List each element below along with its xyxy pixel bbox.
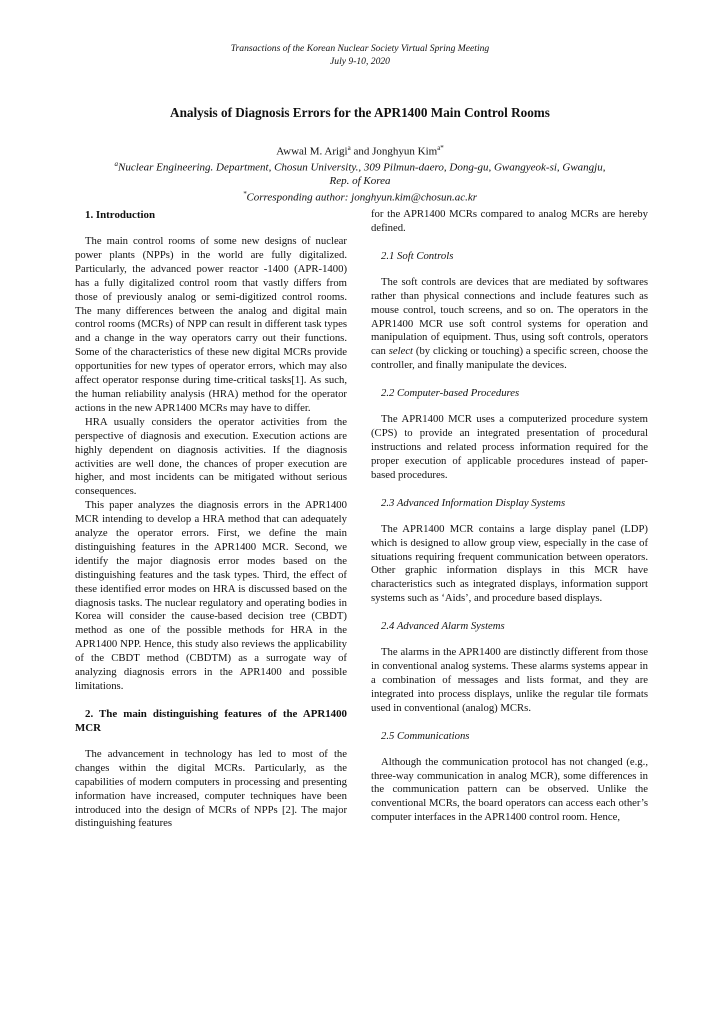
subsection-2-5-heading: 2.5 Communications [381, 729, 470, 742]
author-1-affil-mark: a [347, 144, 351, 152]
soft-controls-emphasis: select [388, 345, 414, 358]
author-line [0, 142, 720, 159]
soft-controls-paragraph [371, 276, 648, 373]
header-line-2: July 9-10, 2020 [330, 56, 390, 67]
subsection-2-2-heading: 2.2 Computer-based Procedures [381, 387, 520, 400]
intro-paragraph-1: The main control rooms of some new designs of nuclear power plants (NPPs) in the world are fully digitalized. Particularly, the advanced power reactor -1400 (APR-1400) has a fully digitalized control room that vastly differs from those of previously analog or semi-digitized control rooms. The many differences between the analog and digital main control rooms (MCRs) of NPP can result in different task types and a change in the way operators carry out their functions. Some of the characteristics of these new digital MCRs provide opportunities for new types of operator errors, which may also affect operator response during time-critical tasks[1]. As such, the human reliability analysis (HRA) method for the operator actions in the new APR1400 MCRs may have to differ. [75, 235, 347, 414]
affiliation-text: Nuclear Engineering. Department, Chosun University., 309 Pilmun-daero, Dong-gu, Gwangyeok-si, Gwangju, [117, 161, 606, 174]
paper-title: Analysis of Diagnosis Errors for the APR1400 Main Control Rooms [170, 105, 550, 120]
corresponding-author [60, 188, 660, 205]
corresponding-text: Corresponding author: jonghyun.kim@chosun.ac.kr [246, 192, 478, 205]
author-connector: and [353, 145, 370, 158]
affiliation-line-1 [60, 158, 660, 175]
subsection-2-4-heading: 2.4 Advanced Alarm Systems [381, 620, 505, 633]
affiliation-line-2: Rep. of Korea [329, 175, 391, 188]
section-1-heading: 1. Introduction [85, 209, 155, 221]
corresponding-mark: * [242, 190, 247, 199]
display-systems-paragraph: The APR1400 MCR contains a large display panel (LDP) which is designed to allow group view, especially in the case of situations requiring frequent communication between operators. Other graphic information displays in this MCR have characteristics such as integrated displays, information support systems such as ‘Aids’, and procedure based displays. [371, 522, 648, 605]
section-2-paragraph-1: The advancement in technology has led to most of the changes within the digital MCRs. Particularly, as the capabilities of modern computers in processing and presenting information have increased, computer techniques have been introduced into the design of MCRs of NPPs [2]. The major distinguishing features [75, 747, 347, 830]
soft-controls-text-b: (by clicking or touching) a specific screen, choose the controller, and finally manipulate the devices. [371, 345, 648, 372]
cps-paragraph: The APR1400 MCR uses a computerized procedure system (CPS) to provide an integrated presentation of procedural instructions and related process information required for the proper execution of applicable procedures instead of paper-based procedures. [371, 413, 648, 481]
intro-paragraph-2: HRA usually considers the operator activities from the perspective of diagnosis and execution. Execution actions are highly dependent on diagnosis activities. If the diagnosis activities are well done, the chances of proper execution are higher, and most incidents can be mitigated without serious consequences. [75, 415, 347, 498]
intro-paragraph-3: This paper analyzes the diagnosis errors in the APR1400 MCR intending to develop a HRA method that can adequately analyze the operator errors. First, we define the main distinguishing features in the APR1400 MCR. Second, we identify the major diagnosis error modes based on the distinguishing features and the task types. Third, the effect of these identified error modes on HRA is discussed based on the diagnosis tasks. The nuclear regulatory and operating bodies in Korea will consider the cause-based decision tree (CBDT) method as one of the possible methods for HRA in the APR1400 NPP. Hence, this study also reviews the applicability of the CBDT method (CBDTM) as a surrogate way of analyzing diagnosis errors in the APR1400 and possible limitations. [75, 499, 347, 692]
soft-controls-text-a: The soft controls are devices that are mediated by softwares rather than physical connections and include features such as mouse control, touch screens, and so on. The operators in the APR1400 MCR use soft control systems for operation and manipulation of equipment. Thus, using soft controls, operators can [371, 275, 648, 358]
affiliation [60, 158, 660, 206]
right-column [371, 208, 648, 825]
author-1: Awwal M. Arigi [276, 145, 348, 158]
header-line-1: Transactions of the Korean Nuclear Society Virtual Spring Meeting [230, 43, 490, 54]
communications-paragraph: Although the communication protocol has not changed (e.g., three-way communication in analog MCR), some differences in the communication pattern can be observed. Unlike the conventional MCRs, the board operators can access each other’s computer interfaces in the APR1400 control room. Hence, [371, 755, 648, 824]
continued-paragraph: for the APR1400 MCRs compared to analog MCRs are hereby defined. [371, 208, 648, 234]
running-header [0, 42, 720, 68]
subsection-2-1-heading: 2.1 Soft Controls [381, 249, 454, 262]
author-2-affil-mark: a* [437, 144, 444, 152]
author-2: Jonghyun Kim [372, 145, 438, 158]
subsection-2-3-heading: 2.3 Advanced Information Display Systems [381, 496, 566, 509]
section-2-heading: 2. The main distinguishing features of the APR1400 MCR [75, 707, 347, 734]
affiliation-mark: a [114, 160, 118, 168]
left-column [75, 208, 347, 831]
alarm-systems-paragraph: The alarms in the APR1400 are distinctly different from those in conventional analog systems. These alarms systems appear in a combination of messages and lists format, and they are integrated into process displays, unlike the regular tile formats used in conventional (analog) MCRs. [371, 646, 648, 714]
